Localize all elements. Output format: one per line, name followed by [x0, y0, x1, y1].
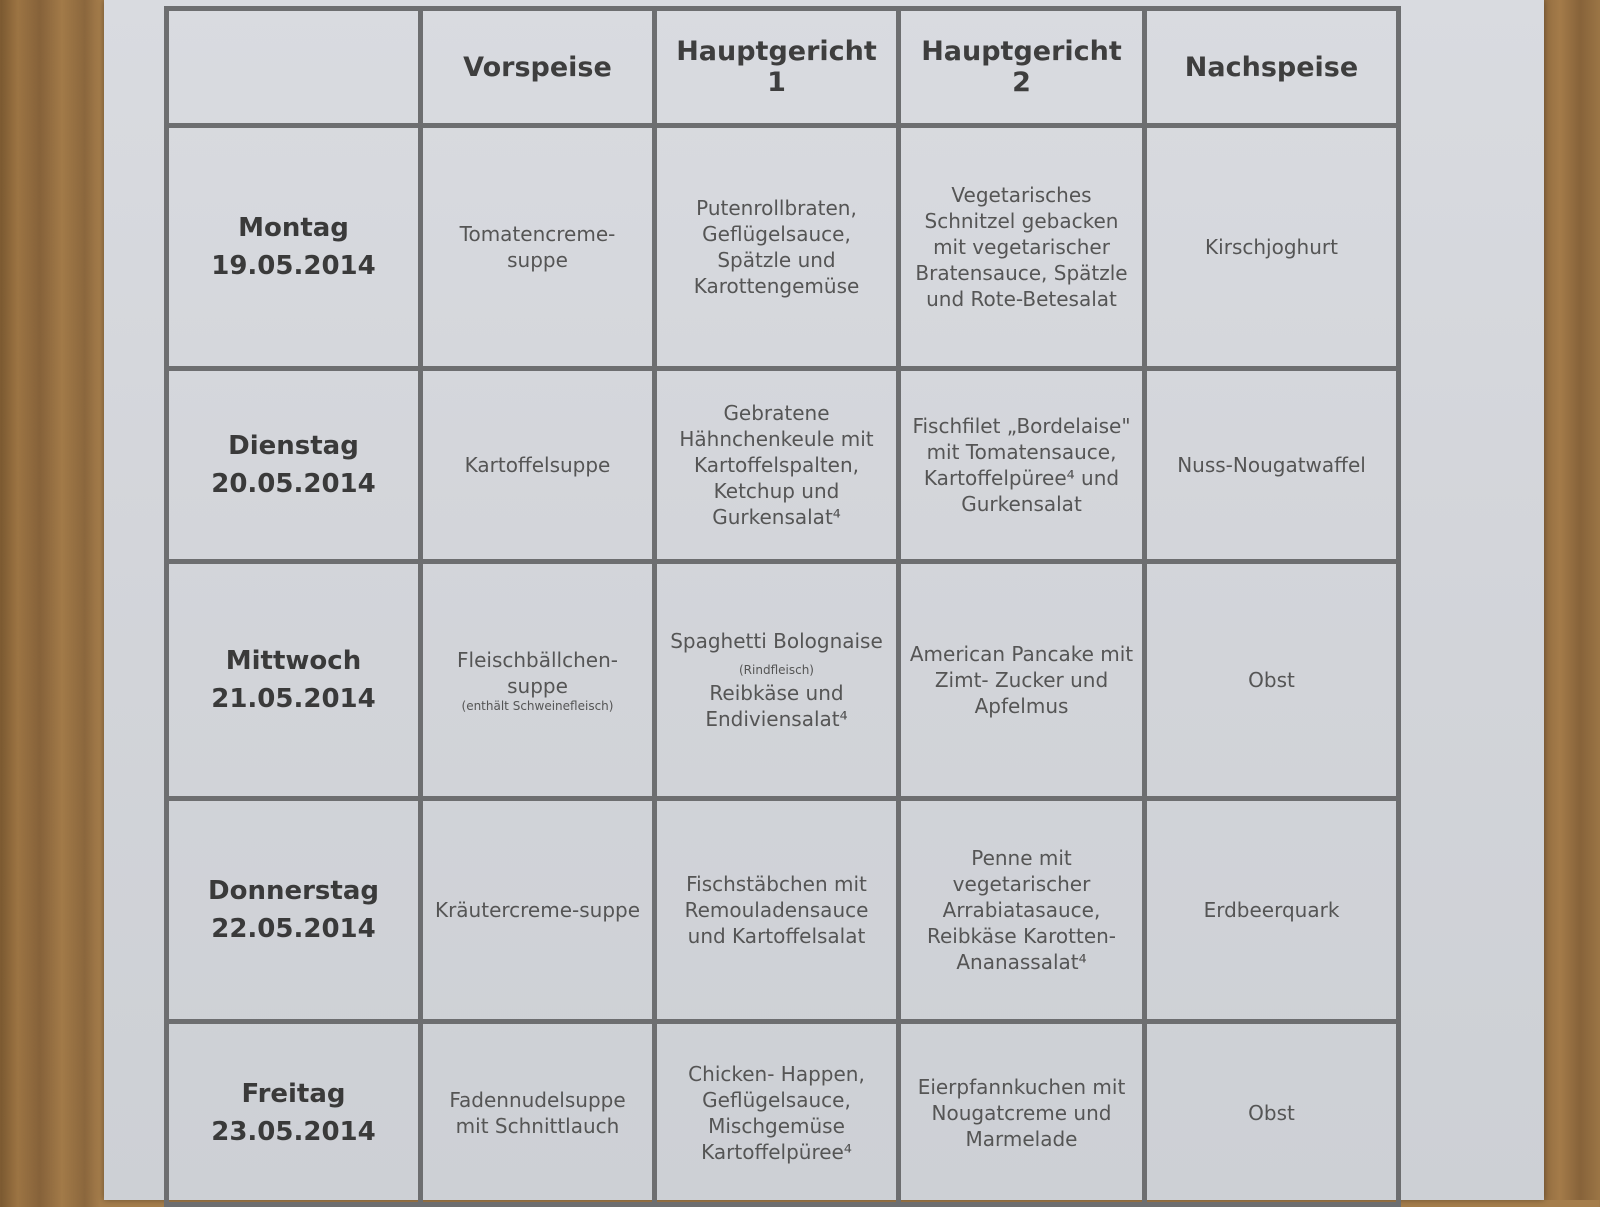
day-name: Freitag — [241, 1079, 346, 1109]
hauptgericht-2-cell: Eierpfannkuchen mit Nougatcreme und Marmelade — [899, 1022, 1145, 1205]
dish-note: (enthält Schweinefleisch) — [461, 698, 614, 713]
vorspeise-cell: Kartoffelsuppe — [421, 369, 655, 562]
day-cell — [167, 369, 421, 562]
day-cell — [167, 1022, 421, 1205]
weekly-menu-table — [164, 6, 1401, 1207]
day-date: 22.05.2014 — [211, 914, 376, 944]
hauptgericht-2-cell: American Pancake mit Zimt- Zucker und Apfelmus — [899, 562, 1145, 799]
day-name: Dienstag — [228, 431, 359, 461]
hauptgericht-1-cell: Putenrollbraten, Geflügelsauce, Spätzle und Karottengemüse — [655, 126, 899, 369]
hauptgericht-2-cell: Penne mit vegetarischer Arrabiatasauce, Reibkäse Karotten-Ananassalat⁴ — [899, 799, 1145, 1022]
day-name: Donnerstag — [208, 876, 379, 906]
nachspeise-cell: Obst — [1145, 562, 1399, 799]
dish-text: Spaghetti Bolognaise — [670, 629, 883, 653]
vorspeise-cell: Tomatencreme-suppe — [421, 126, 655, 369]
day-date: 20.05.2014 — [211, 469, 376, 499]
day-name: Montag — [238, 213, 349, 243]
nachspeise-cell: Obst — [1145, 1022, 1399, 1205]
table-row-freitag — [167, 1022, 1399, 1205]
nachspeise-cell: Erdbeerquark — [1145, 799, 1399, 1022]
day-date: 23.05.2014 — [211, 1117, 376, 1147]
hauptgericht-1-cell: Gebratene Hähnchenkeule mit Kartoffelspalten, Ketchup und Gurkensalat⁴ — [655, 369, 899, 562]
day-cell — [167, 799, 421, 1022]
dish-text-rest: Reibkäse und Endiviensalat⁴ — [705, 681, 848, 731]
table-row-donnerstag — [167, 799, 1399, 1022]
vorspeise-cell: Kräutercreme-suppe — [421, 799, 655, 1022]
header-hauptgericht-2: Hauptgericht 2 — [899, 9, 1145, 126]
header-hauptgericht-1: Hauptgericht 1 — [655, 9, 899, 126]
header-empty-cell — [167, 9, 421, 126]
menu-paper-sheet — [104, 0, 1544, 1200]
header-row — [167, 9, 1399, 126]
table-row-montag — [167, 126, 1399, 369]
hauptgericht-1-cell — [655, 562, 899, 799]
table-row-dienstag — [167, 369, 1399, 562]
hauptgericht-2-cell: Fischfilet „Bordelaise" mit Tomatensauce, Kartoffelpüree⁴ und Gurkensalat — [899, 369, 1145, 562]
day-date: 19.05.2014 — [211, 251, 376, 281]
hauptgericht-1-cell: Chicken- Happen, Geflügelsauce, Mischgemüse Kartoffelpüree⁴ — [655, 1022, 899, 1205]
nachspeise-cell: Kirschjoghurt — [1145, 126, 1399, 369]
dish-note: (Rindfleisch) — [739, 663, 814, 677]
day-date: 21.05.2014 — [211, 684, 376, 714]
nachspeise-cell: Nuss-Nougatwaffel — [1145, 369, 1399, 562]
hauptgericht-1-cell: Fischstäbchen mit Remouladensauce und Kartoffelsalat — [655, 799, 899, 1022]
vorspeise-cell: Fadennudelsuppe mit Schnittlauch — [421, 1022, 655, 1205]
hauptgericht-2-cell: Vegetarisches Schnitzel gebacken mit vegetarischer Bratensauce, Spätzle und Rote-Betesalat — [899, 126, 1145, 369]
wood-background-right — [1540, 0, 1600, 1200]
table-row-mittwoch — [167, 562, 1399, 799]
vorspeise-cell — [421, 562, 655, 799]
day-cell — [167, 562, 421, 799]
day-name: Mittwoch — [225, 646, 362, 676]
dish-text: Fleischbällchen-suppe — [457, 647, 618, 698]
header-nachspeise: Nachspeise — [1145, 9, 1399, 126]
header-vorspeise: Vorspeise — [421, 9, 655, 126]
day-cell — [167, 126, 421, 369]
